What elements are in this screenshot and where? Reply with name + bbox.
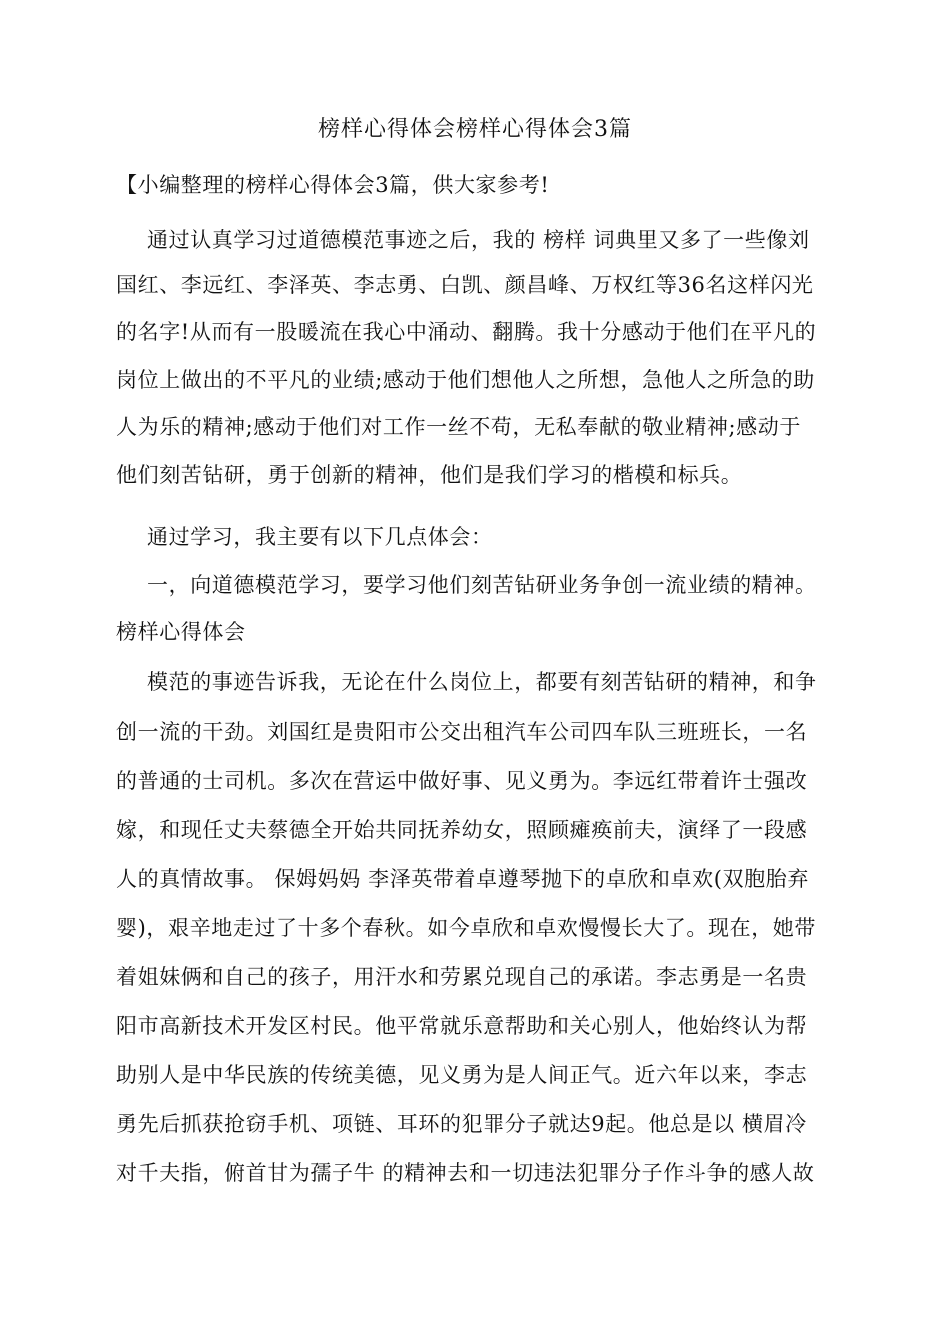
- paragraph-line: 人为乐的精神;感动于他们对工作一丝不苟，无私奉献的敬业精神;感动于: [116, 415, 801, 439]
- document-title: 榜样心得体会榜样心得体会3篇: [318, 117, 632, 142]
- paragraph-line: 勇先后抓获抢窃手机、项链、耳环的犯罪分子就达9起。他总是以 横眉冷: [116, 1112, 807, 1136]
- paragraph-line: 对千夫指，俯首甘为孺子牛 的精神去和一切违法犯罪分子作斗争的感人故: [116, 1161, 815, 1185]
- paragraph-line: 他们刻苦钻研，勇于创新的精神，他们是我们学习的楷模和标兵。: [116, 463, 743, 487]
- intro-line: 【小编整理的榜样心得体会3篇，供大家参考!: [116, 173, 550, 197]
- paragraph-line: 通过学习，我主要有以下几点体会：: [147, 525, 493, 549]
- paragraph-line: 榜样心得体会: [116, 620, 246, 644]
- paragraph-line: 国红、李远红、李泽英、李志勇、白凯、颜昌峰、万权红等36名这样闪光: [116, 273, 814, 297]
- paragraph-line: 人的真情故事。 保姆妈妈 李泽英带着卓遵琴抛下的卓欣和卓欢(双胞胎弃: [116, 867, 809, 891]
- paragraph-line: 岗位上做出的不平凡的业绩;感动于他们想他人之所想，急他人之所急的助: [116, 368, 815, 392]
- paragraph-line: 嫁，和现任丈夫蔡德全开始共同抚养幼女，照顾瘫痪前夫，演绎了一段感: [116, 818, 808, 842]
- paragraph-line: 着姐妹俩和自己的孩子，用汗水和劳累兑现自己的承诺。李志勇是一名贵: [116, 965, 808, 989]
- paragraph-line: 助别人是中华民族的传统美德，见义勇为是人间正气。近六年以来，李志: [116, 1063, 808, 1087]
- paragraph-line: 模范的事迹告诉我，无论在什么岗位上，都要有刻苦钻研的精神，和争: [147, 670, 817, 694]
- paragraph-line: 婴)，艰辛地走过了十多个春秋。如今卓欣和卓欢慢慢长大了。现在，她带: [116, 916, 816, 940]
- paragraph-line: 通过认真学习过道德模范事迹之后，我的 榜样 词典里又多了一些像刘: [147, 228, 810, 252]
- paragraph-line: 的名字!从而有一股暖流在我心中涌动、翻腾。我十分感动于他们在平凡的: [116, 320, 817, 344]
- paragraph-line: 阳市高新技术开发区村民。他平常就乐意帮助和关心别人，他始终认为帮: [116, 1014, 808, 1038]
- paragraph-line: 一，向道德模范学习，要学习他们刻苦钻研业务争创一流业绩的精神。: [147, 573, 817, 597]
- paragraph-line: 的普通的士司机。多次在营运中做好事、见义勇为。李远红带着许士强改: [116, 769, 808, 793]
- paragraph-line: 创一流的干劲。刘国红是贵阳市公交出租汽车公司四车队三班班长，一名: [116, 720, 808, 744]
